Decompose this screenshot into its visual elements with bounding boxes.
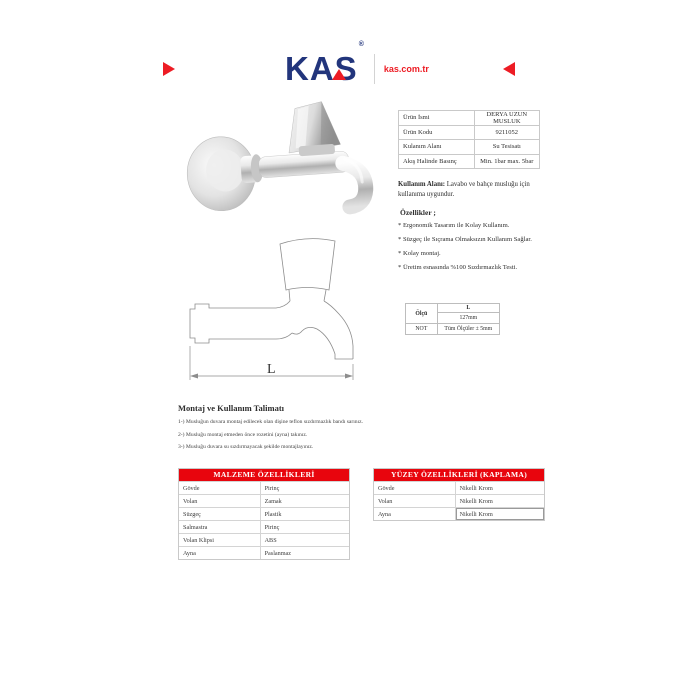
product-photo-faucet <box>175 98 390 223</box>
header-right-triangle-icon <box>503 62 515 76</box>
table-row <box>399 140 539 155</box>
row-label: Süzgeç <box>179 508 261 520</box>
logo-divider <box>374 54 375 84</box>
table-row <box>399 155 539 170</box>
row-value: Nikelli Krom <box>459 497 493 505</box>
info-label: Kulanım Alanı <box>399 140 475 154</box>
features-title: Özellikler ; <box>400 208 436 217</box>
table-row <box>179 507 349 520</box>
dim-olcu-label: Ölçü <box>406 304 438 323</box>
instructions-title: Montaj ve Kullanım Talimatı <box>178 403 285 413</box>
dimension-table <box>405 303 500 335</box>
instruction-item: 3-) Musluğu duvara su sızdırmayacak şekilde montajlayınız. <box>178 444 314 450</box>
table-row <box>399 126 539 141</box>
info-value: 9211052 <box>495 128 519 136</box>
table-row <box>374 481 544 494</box>
row-label: Ayna <box>374 508 456 520</box>
row-value: Nikelli Krom <box>456 508 544 520</box>
row-label: Volan <box>374 495 456 507</box>
surface-properties-table <box>373 468 545 521</box>
dim-value: 127mm <box>459 315 478 321</box>
table-row <box>374 494 544 507</box>
website-url: kas.com.tr <box>383 63 429 74</box>
row-label: Ayna <box>179 547 261 559</box>
registered-mark: ® <box>358 41 365 48</box>
table-row <box>179 481 349 494</box>
table-row <box>179 546 349 559</box>
table-row <box>399 111 539 126</box>
dim-not-value: Tüm Ölçüler ± 5mm <box>444 326 493 332</box>
material-properties-table <box>178 468 350 560</box>
row-label: Gövde <box>179 482 261 494</box>
header-left-triangle-icon <box>163 62 175 76</box>
material-table-header: MALZEME ÖZELLİKLERİ <box>179 469 349 481</box>
info-value: Su Tesisatı <box>492 143 521 151</box>
features-list <box>398 222 548 278</box>
dim-not-label: NOT <box>406 324 438 334</box>
info-value: DERYA UZUN MUSLUK <box>486 110 528 125</box>
dimension-label: L <box>267 362 276 377</box>
row-value: Pirinç <box>264 484 280 492</box>
row-value: ABS <box>264 536 277 544</box>
table-row <box>179 533 349 546</box>
kas-logo-text: KAS <box>285 50 358 87</box>
row-value: Pirinç <box>264 523 280 531</box>
feature-item: * Üretim esnasında %100 Sızdırmazlık Testi. <box>398 264 518 271</box>
info-label: Ürün İsmi <box>399 111 475 125</box>
technical-drawing <box>178 228 383 388</box>
usage-text: Lavabo ve bahçe musluğu için kullanıma uygundur. <box>398 181 530 199</box>
usage-paragraph <box>398 180 548 200</box>
row-label: Volan Klipsi <box>179 534 261 546</box>
usage-label: Kullanım Alanı: <box>398 181 446 188</box>
feature-item: * Kolay montaj. <box>398 250 441 257</box>
table-row <box>179 520 349 533</box>
instructions-list <box>178 419 438 457</box>
instruction-item: 1-) Musluğun duvara montaj edilecek olan dişine teflon sızdırmazlık bandı sarınız. <box>178 419 364 425</box>
info-value: Min. 1bar max. 5bar <box>480 157 534 165</box>
table-row <box>374 507 544 520</box>
row-label: Salmastra <box>179 521 261 533</box>
row-value: Nikelli Krom <box>459 484 493 492</box>
product-info-table <box>398 110 540 169</box>
dim-col-header: L <box>438 304 499 313</box>
feature-item: * Ergonomik Tasarım ile Kolay Kullanım. <box>398 222 510 229</box>
row-value: Paslanmaz <box>264 549 292 557</box>
surface-table-header: YÜZEY ÖZELLİKLERİ (KAPLAMA) <box>374 469 544 481</box>
logo-a-triangle-icon <box>332 69 346 80</box>
table-row <box>179 494 349 507</box>
row-value: Plastik <box>264 510 282 518</box>
info-label: Ürün Kodu <box>399 126 475 140</box>
info-label: Akış Halinde Basınç <box>399 155 475 169</box>
row-value: Zamak <box>264 497 282 505</box>
feature-item: * Süzgeç ile Sıçrama Olmaksızın Kullanım Sağlar. <box>398 236 532 243</box>
kas-logo <box>285 41 365 87</box>
row-label: Gövde <box>374 482 456 494</box>
instruction-item: 2-) Musluğu montaj etmeden önce rozetini (ayna) takınız. <box>178 431 308 438</box>
row-label: Volan <box>179 495 261 507</box>
header-logo-area <box>285 41 429 87</box>
